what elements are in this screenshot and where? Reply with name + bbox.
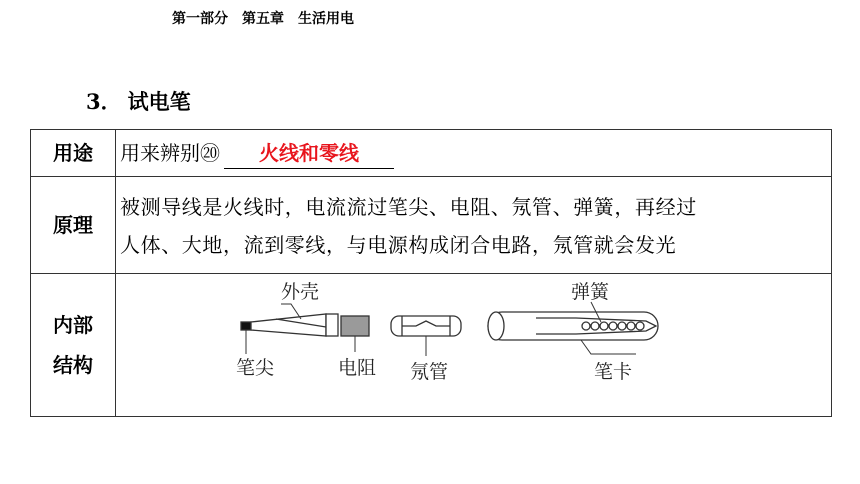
page-header: 第一部分 第五章 生活用电 bbox=[172, 11, 354, 27]
structure-diagram-cell bbox=[116, 274, 832, 417]
label-usage: 用途 bbox=[31, 130, 116, 177]
principle-content bbox=[116, 177, 832, 274]
table-row-structure bbox=[31, 274, 832, 417]
label-structure-line-2: 结构 bbox=[53, 353, 93, 377]
section-number: 3． bbox=[86, 89, 122, 114]
info-table bbox=[30, 129, 832, 417]
pen-shell-drawing bbox=[241, 314, 369, 336]
usage-prefix: 用来辨别⑳ bbox=[120, 141, 220, 165]
label-tip: 笔尖 bbox=[236, 357, 275, 379]
leader-clip bbox=[581, 340, 636, 354]
usage-content bbox=[116, 130, 832, 177]
resistor-block bbox=[341, 316, 369, 336]
label-neon: 氖管 bbox=[410, 361, 449, 383]
section-heading: 试电笔 bbox=[127, 89, 191, 114]
label-resistor: 电阻 bbox=[338, 357, 377, 379]
table-row-principle bbox=[31, 177, 832, 274]
answer-blank bbox=[224, 138, 394, 169]
principle-line-2: 人体、大地，流到零线，与电源构成闭合电路，氖管就会发光 bbox=[120, 233, 677, 257]
label-spring: 弹簧 bbox=[571, 281, 610, 303]
label-principle: 原理 bbox=[31, 177, 116, 274]
neon-tube-drawing bbox=[391, 316, 461, 336]
pen-tip-mark bbox=[241, 322, 251, 330]
answer-text: 火线和零线 bbox=[259, 141, 359, 165]
principle-line-1: 被测导线是火线时，电流流过笔尖、电阻、氖管、弹簧，再经过 bbox=[120, 195, 697, 219]
section-title bbox=[86, 86, 191, 116]
label-structure bbox=[31, 274, 116, 417]
pen-body-end bbox=[488, 312, 504, 340]
test-pencil-diagram bbox=[116, 274, 832, 412]
spring-coils bbox=[582, 322, 644, 330]
label-structure-line-1: 内部 bbox=[53, 313, 93, 337]
table-row-usage bbox=[31, 130, 832, 177]
shell-end bbox=[326, 314, 338, 336]
pen-body-drawing bbox=[488, 312, 658, 340]
label-shell: 外壳 bbox=[281, 281, 320, 303]
label-clip: 笔卡 bbox=[594, 361, 633, 383]
